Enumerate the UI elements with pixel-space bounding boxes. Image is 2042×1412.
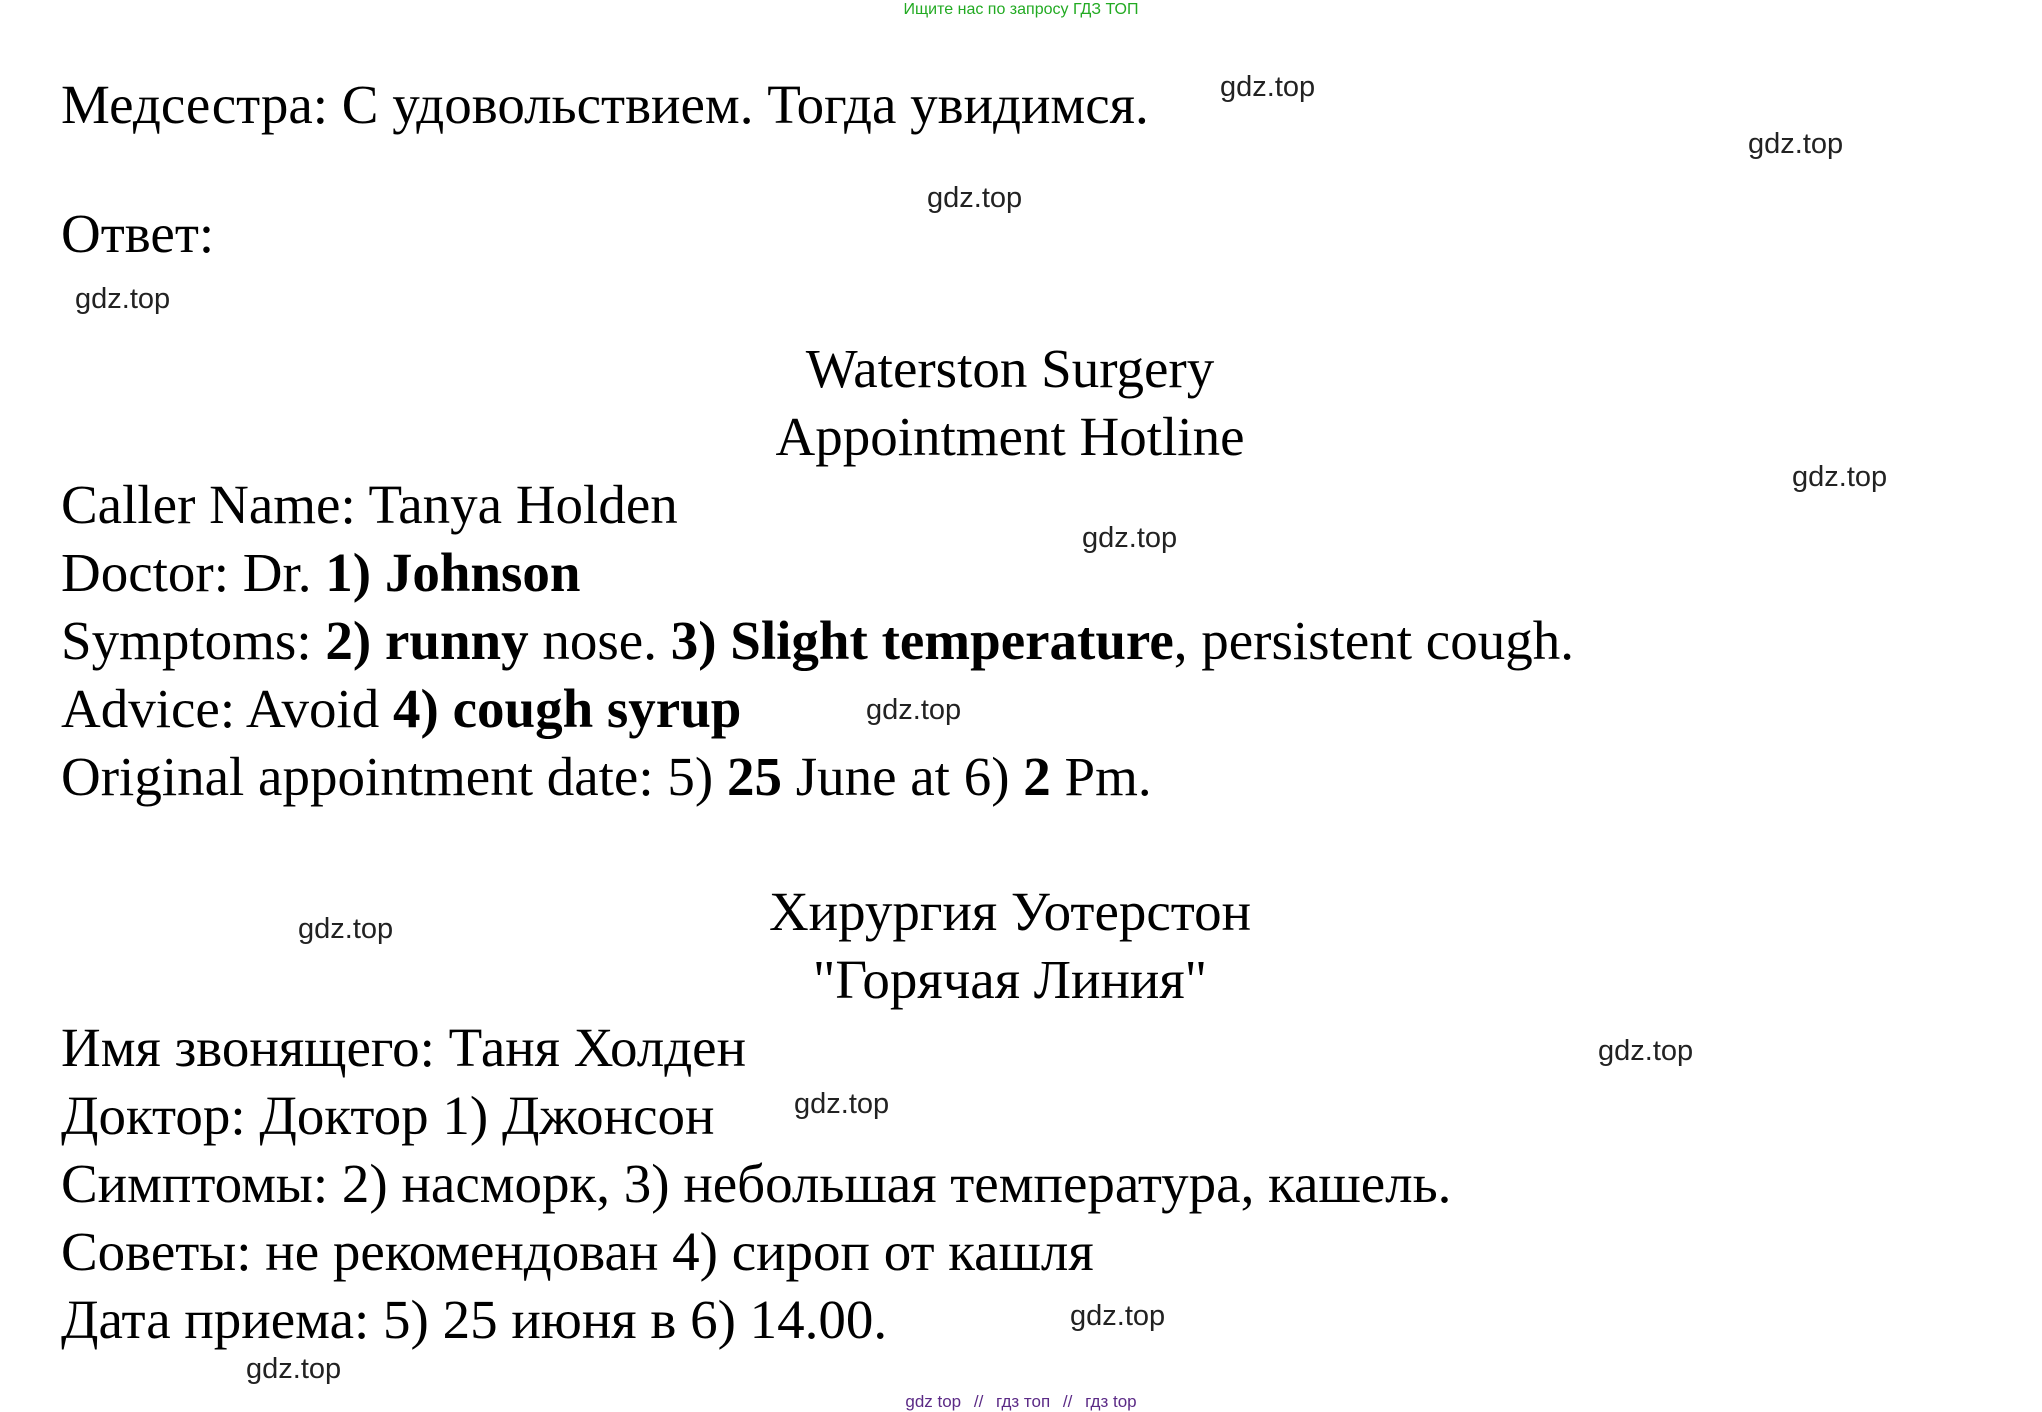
en-symptoms-line (61, 607, 1574, 675)
watermark: gdz.top (1598, 1035, 1694, 1067)
en-symptoms-mid: nose. (528, 610, 671, 671)
ru-subtitle: "Горячая Линия" (812, 949, 1208, 1010)
ru-title: Хирургия Уотерстон (768, 881, 1252, 942)
footer-separator: // (1062, 1392, 1073, 1411)
watermark: gdz.top (246, 1353, 342, 1385)
watermark: gdz.top (1748, 128, 1844, 160)
watermark: gdz.top (298, 913, 394, 945)
en-date-answer-6: 2 (1023, 746, 1051, 807)
ru-doctor-line: Доктор: Доктор 1) Джонсон (61, 1085, 715, 1146)
en-doctor-line (61, 539, 581, 607)
ru-advice-line: Советы: не рекомендован 4) сироп от кашля (61, 1221, 1094, 1282)
en-date-answer-5: 25 (726, 746, 782, 807)
footer-link[interactable]: гдз top (1085, 1392, 1137, 1411)
footer-link[interactable]: гдз топ (996, 1392, 1051, 1411)
en-symptoms-answer-2: 2) runny (325, 610, 529, 671)
en-date-mid: June at 6) (781, 746, 1024, 807)
en-doctor-prefix: Doctor: Dr. (61, 542, 326, 603)
en-title: Waterston Surgery (805, 338, 1215, 399)
watermark: gdz.top (1220, 71, 1316, 103)
footer-separator: // (973, 1392, 984, 1411)
en-date-line (61, 743, 1152, 811)
ru-symptoms-line: Симптомы: 2) насморк, 3) небольшая температура, кашель. (61, 1153, 1452, 1214)
ru-caller-line: Имя звонящего: Таня Холден (61, 1017, 747, 1078)
en-advice-answer: 4) cough syrup (393, 678, 742, 739)
en-subtitle: Appointment Hotline (775, 406, 1245, 467)
en-date-suffix: Pm. (1050, 746, 1152, 807)
footer-link[interactable]: gdz top (905, 1392, 962, 1411)
ru-date-line: Дата приема: 5) 25 июня в 6) 14.00. (61, 1289, 888, 1350)
en-symptoms-suffix: , persistent cough. (1173, 610, 1574, 671)
watermark: gdz.top (866, 694, 962, 726)
nurse-line: Медсестра: С удовольствием. Тогда увидимся. (61, 74, 1149, 135)
en-advice-prefix: Advice: Avoid (61, 678, 393, 739)
watermark: gdz.top (1070, 1300, 1166, 1332)
en-date-prefix: Original appointment date: 5) (61, 746, 727, 807)
watermark: gdz.top (75, 283, 171, 315)
answer-label: Ответ: (61, 203, 215, 264)
watermark: gdz.top (927, 182, 1023, 214)
en-doctor-answer: 1) Johnson (325, 542, 581, 603)
watermark: gdz.top (794, 1088, 890, 1120)
top-banner: Ищите нас по запросу ГДЗ ТОП (903, 1, 1139, 18)
watermark: gdz.top (1082, 522, 1178, 554)
en-advice-line (61, 675, 741, 743)
footer (0, 1392, 2042, 1412)
watermark: gdz.top (1792, 461, 1888, 493)
en-caller-line: Caller Name: Tanya Holden (61, 474, 678, 535)
en-symptoms-prefix: Symptoms: (61, 610, 326, 671)
en-symptoms-answer-3: 3) Slight temperature (670, 610, 1174, 671)
